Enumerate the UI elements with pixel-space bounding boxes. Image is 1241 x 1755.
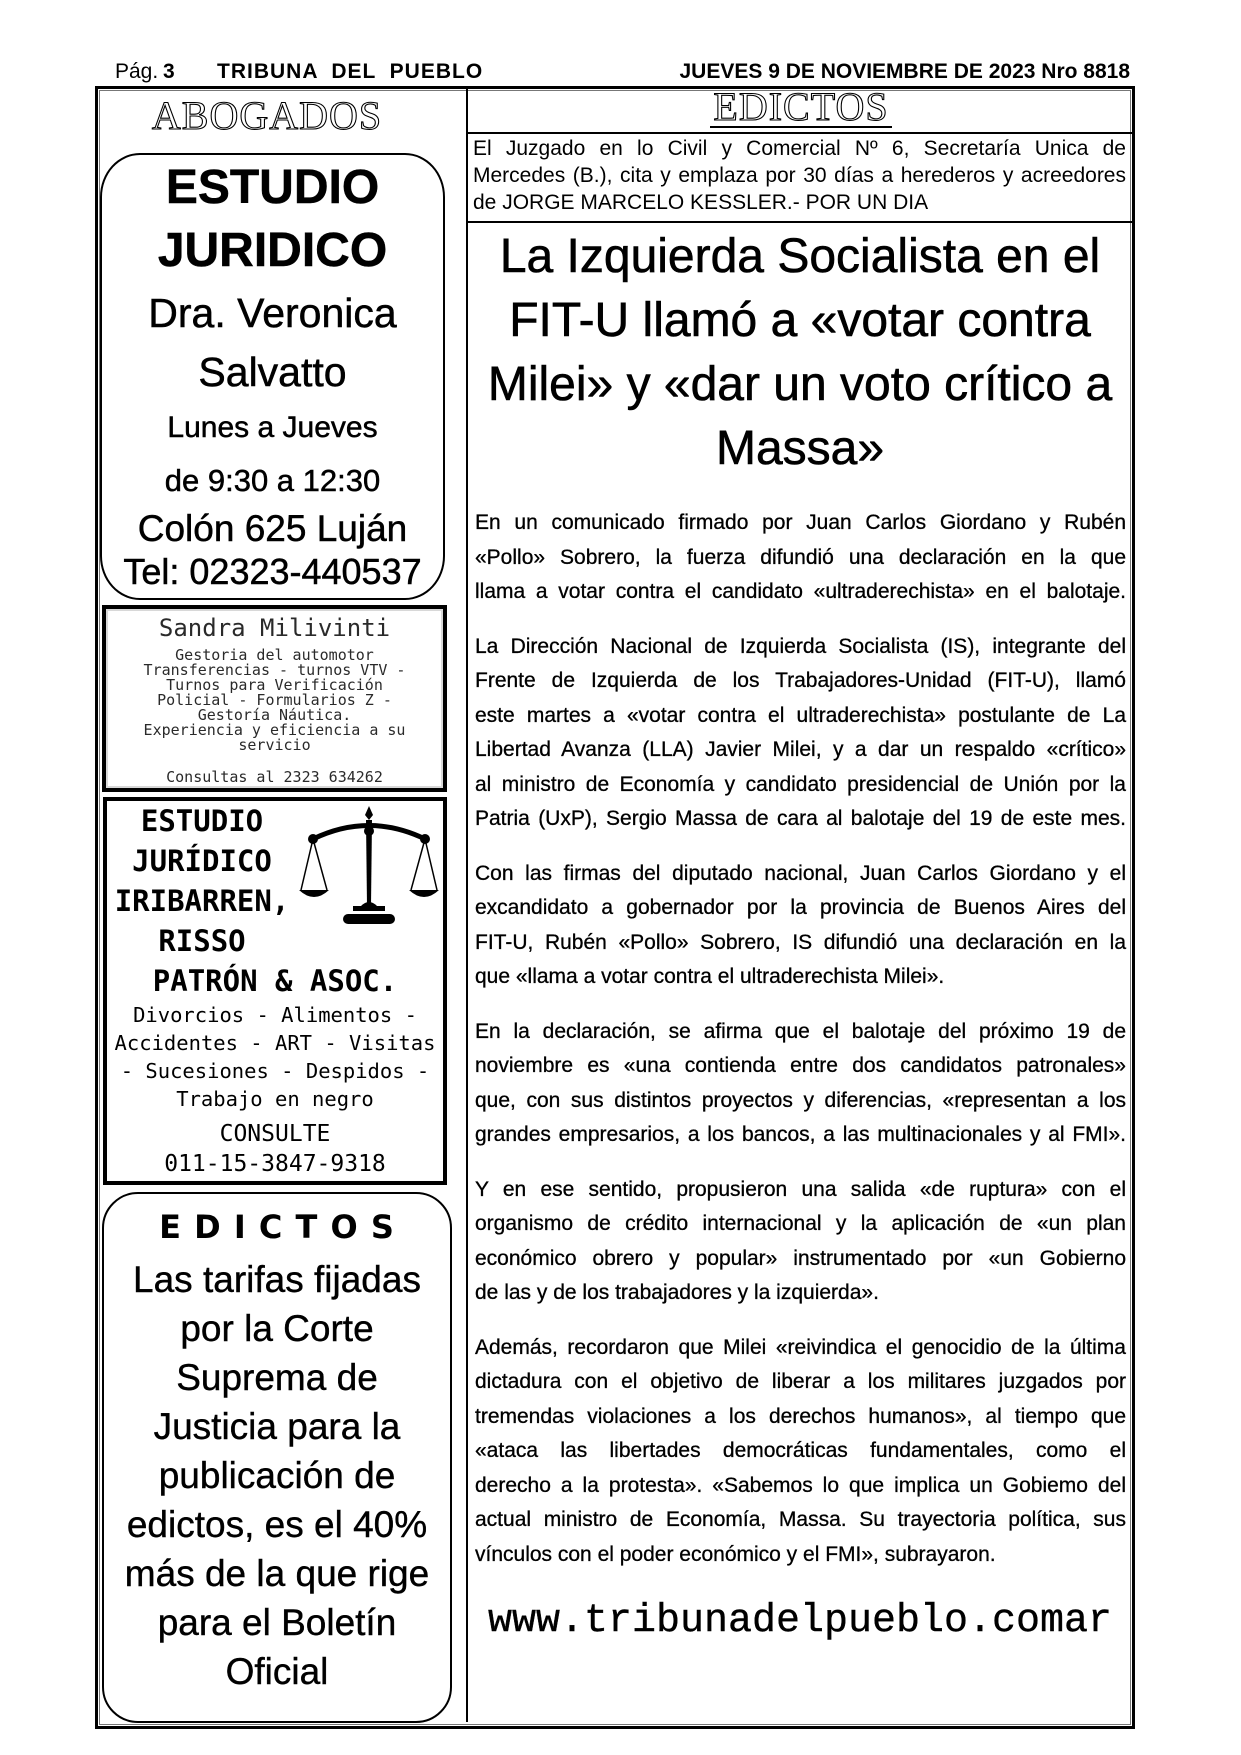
ad-line: Transferencias - turnos VTV - [143, 661, 406, 679]
ad-name: Sandra Milivinti [158, 614, 391, 642]
paragraph-line: noviembre es «una contienda entre dos candidatos patronales» [475, 1054, 1126, 1077]
paragraph-line: este martes a «votar contra el ultraderechista» postulante de La [475, 703, 1126, 727]
paragraph-line: tremendas violaciones a los derechos humanos», al tiempo que [475, 1404, 1126, 1428]
paragraph-line: FIT-U, Rubén «Pollo» Sobrero, IS difundió una declaración en la [475, 930, 1126, 954]
ad-line: Gestoría Náutica. [197, 706, 352, 724]
paragraph-line: Además, recordaron que Milei «reivindica el genocidio de la última [475, 1335, 1126, 1359]
ad-title-line: IRIBARREN, [114, 884, 290, 918]
paragraph-line: La Dirección Nacional de Izquierda Socialista (IS), integrante del [475, 634, 1126, 658]
ad-line: - Sucesiones - Despidos - [120, 1059, 430, 1083]
paragraph-line: Frente de Izquierda de los Trabajadores-Unidad (FIT-U), llamó [475, 669, 1126, 692]
ad-line: JURIDICO [157, 224, 388, 277]
article-headline [472, 225, 1128, 481]
ad-line: publicación de [158, 1455, 396, 1496]
edictos-section-header [468, 84, 1134, 130]
ad-line: Oficial [225, 1651, 329, 1692]
ad-line: Accidentes - ART - Visitas [114, 1031, 436, 1055]
ad-contact [107, 1119, 443, 1179]
issue-date: JUEVES 9 DE NOVIEMBRE DE 2023 Nro 8818 [679, 60, 1130, 83]
paragraph-line: «Pollo» Sobrero, la fuerza difundió una declaración en la que [475, 545, 1126, 569]
page-label: Pág. [115, 60, 159, 83]
ad-title-line: RISSO [158, 924, 246, 958]
ad-title-line: ESTUDIO [140, 804, 264, 838]
ad-line: Gestoria del automotor [175, 646, 374, 664]
ad-line: por la Corte [180, 1308, 374, 1349]
paragraph-line: económico obrero y popular» instrumentado por «un Gobierno [475, 1246, 1126, 1270]
balance-scale-icon [299, 806, 439, 928]
ad-phone: Tel: 02323-440537 [123, 551, 422, 592]
ad-line: Lunes a Jueves [167, 411, 378, 444]
ad-services [106, 648, 443, 753]
paragraph-line: que, con sus distintos proyectos y diferencias, «representan a los [475, 1088, 1126, 1112]
paragraph-line: vínculos con el poder económico y el FMI», subrayaron. [475, 1542, 996, 1566]
article-paragraph [475, 506, 1126, 610]
article-paragraph [475, 857, 1126, 995]
edict-notice [468, 132, 1132, 223]
ad-line: Suprema de [176, 1357, 378, 1398]
ad-title-line: JURÍDICO [132, 844, 272, 878]
paragraph-line: actual ministro de Economía, Massa. Su trayectoria política, sus [475, 1508, 1126, 1531]
headline-line: FIT-U llamó a «votar contra [509, 294, 1091, 347]
ad-line: servicio [238, 736, 311, 754]
ad-line: Experiencia y eficiencia a su [143, 721, 406, 739]
paragraph-line: Libertad Avanza (LLA) Javier Milei, y a dar un respaldo «crítico» [475, 738, 1126, 761]
abogados-section-header [97, 93, 437, 138]
ad-line: Dra. Veronica [148, 290, 397, 336]
paragraph-line: Patria (UxP), Sergio Massa de cara al balotaje del 19 de este mes. [475, 807, 1126, 830]
article-paragraph [475, 630, 1126, 837]
abogados-section-title: ABOGADOS [151, 93, 383, 138]
ad-line: Policial - Formularios Z - [157, 691, 392, 709]
ad-estudio-juridico-salvatto [100, 153, 445, 600]
ad-sandra-milivinti [102, 605, 447, 792]
ad-estudio-iribarren [103, 797, 447, 1185]
ad-title: E D I C T O S [159, 1208, 395, 1246]
ad-phone: 011-15-3847-9318 [164, 1151, 386, 1177]
publication-name: TRIBUNA DEL PUEBLO [217, 60, 484, 83]
paragraph-line: En la declaración, se afirma que el balotaje del próximo 19 de [475, 1019, 1126, 1043]
edictos-section-title: EDICTOS [710, 88, 891, 128]
ad-line: Turnos para Verificación [166, 676, 383, 694]
headline-line: Massa» [715, 422, 885, 475]
paragraph-line: llama a votar contra el candidato «ultraderechista» en el balotaje. [475, 580, 1126, 603]
paragraph-line: de las y de los trabajadores y la izquierda». [475, 1281, 879, 1304]
ad-line: Divorcios - Alimentos - [133, 1003, 417, 1027]
ad-line: Las tarifas fijadas [133, 1259, 421, 1300]
headline-line: Milei» y «dar un voto crítico a [487, 358, 1113, 411]
paragraph-line: que «llama a votar contra el ultraderechista Milei». [475, 965, 945, 988]
article-body [475, 506, 1126, 1592]
page-header [0, 60, 1241, 84]
paragraph-line: derecho a la protesta». «Sabemos lo que implica un Gobiemo del [475, 1473, 1126, 1497]
paragraph-line: Y en ese sentido, propusieron una salida «de ruptura» con el [475, 1177, 1126, 1201]
ad-body [104, 1255, 450, 1696]
column-divider [466, 88, 468, 1722]
ad-line: Salvatto [198, 349, 347, 395]
ad-title-line: PATRÓN & ASOC. [152, 964, 398, 998]
ad-line: para el Boletín [157, 1602, 397, 1643]
paragraph-line: excandidato a gobernador por la provincia de Buenos Aires del [475, 896, 1126, 919]
ad-address: Colón 625 Luján [137, 508, 408, 549]
ad-line: ESTUDIO [165, 161, 380, 214]
paragraph-line: al ministro de Economía y candidato presidencial de Unión por la [475, 772, 1126, 796]
article-paragraph [475, 1015, 1126, 1153]
ad-contact: Consultas al 2323 634262 [166, 768, 383, 786]
ad-edictos-tarifas [102, 1192, 452, 1723]
article-paragraph [475, 1331, 1126, 1573]
ad-line: Trabajo en negro [176, 1087, 374, 1111]
paragraph-line: grandes empresarios, a los bancos, a las multinacionales y al FMI». [475, 1123, 1126, 1146]
edict-line: de JORGE MARCELO KESSLER.- POR UN DIA [473, 191, 929, 214]
ad-line: más de la que rige [124, 1553, 430, 1594]
paragraph-line: Con las firmas del diputado nacional, Juan Carlos Giordano y el [475, 861, 1126, 885]
paragraph-line: «ataca las libertades democráticas fundamentales, como el [475, 1439, 1126, 1462]
paragraph-line: dictadura con el objetivo de liberar a los militares juzgados por [475, 1370, 1126, 1393]
ad-cta: CONSULTE [219, 1121, 331, 1147]
ad-services [107, 1001, 443, 1113]
website-url: www.tribunadelpueblo.comar [487, 1599, 1113, 1644]
edict-line: Mercedes (B.), cita y emplaza por 30 días a herederos y acreedores [473, 164, 1126, 187]
paragraph-line: organismo de crédito internacional y la aplicación de «un plan [475, 1212, 1126, 1235]
paragraph-line: En un comunicado firmado por Juan Carlos Giordano y Rubén [475, 511, 1126, 534]
ad-title [107, 801, 297, 961]
ad-line: de 9:30 a 12:30 [164, 463, 381, 498]
ad-line: Justicia para la [153, 1406, 401, 1447]
article-paragraph [475, 1173, 1126, 1311]
edict-line: El Juzgado en lo Civil y Comercial Nº 6, Secretaría Unica de [473, 137, 1126, 160]
headline-line: La Izquierda Socialista en el [499, 230, 1101, 283]
ad-line: edictos, es el 40% [126, 1504, 428, 1545]
page-number: 3 [163, 60, 175, 83]
